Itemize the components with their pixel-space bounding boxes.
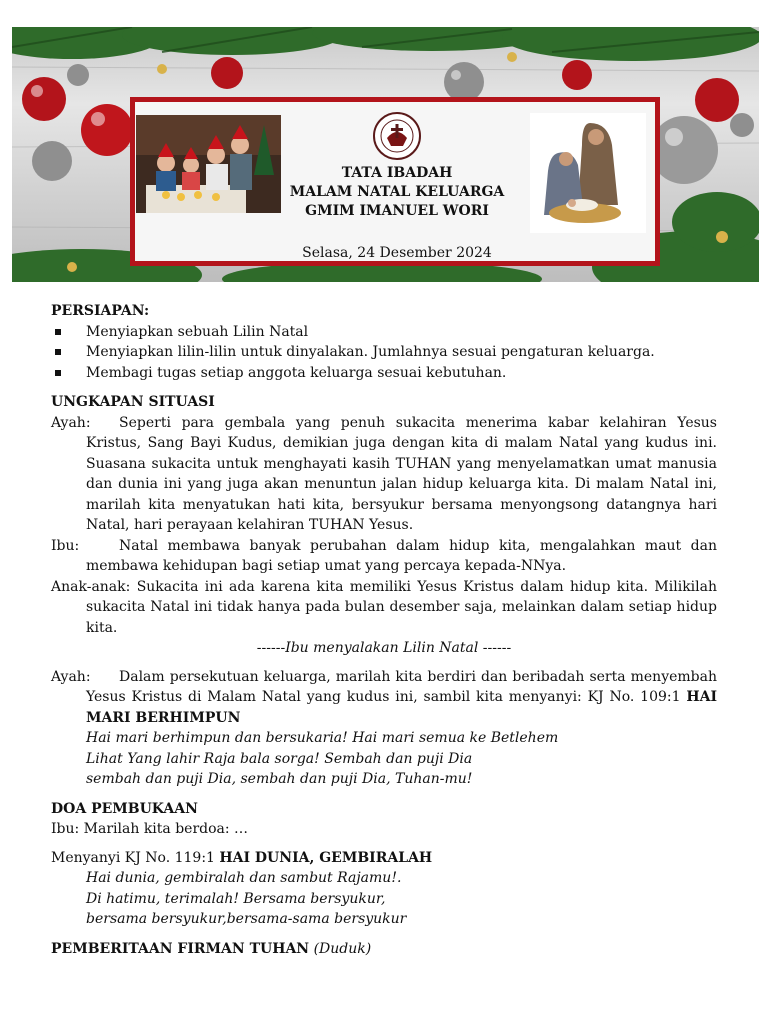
ayah-text: Seperti para gembala yang penuh sukacita menerima kabar kelahiran Yesus Kristus, Sang Bayi Kudus, demikian juga dengan kita di malam Natal yang kudus ini. Suasana sukacita untuk menghayati kasih TUHAN yang menyelamatkan umat manusia dan dunia ini yang juga akan menuntun jalan hidup keluarga kita. Di malam Natal ini, marilah kita menyatukan hati kita, bersyukur bersama menyongsong datangnya hari Natal, hari perayaan kelahiran TUHAN Yesus. <box>86 414 717 533</box>
ibu-text: Natal membawa banyak perubahan dalam hidup kita, mengalahkan maut dan membawa kehidupan bagi setiap umat yang percaya kepada-NNya. <box>86 537 717 574</box>
instruction-line <box>51 638 717 659</box>
speaker-label: Ibu: <box>51 537 80 554</box>
pemberitaan-line <box>51 939 717 960</box>
ibu-paragraph <box>51 536 717 577</box>
anak-text: Sukacita ini ada karena kita memiliki Yesus Kristus dalam hidup kita. Milikilah sukacita Natal ini tidak hanya pada bulan desember saja, melainkan dalam setiap hidup kita. <box>86 578 718 636</box>
persiapan-list <box>51 322 717 384</box>
instruction-dashes: ------ <box>256 640 286 656</box>
list-item: Menyiapkan lilin-lilin untuk dinyalakan. Jumlahnya sesuai pengaturan keluarga. <box>51 342 717 363</box>
instruction-dashes-end: ------ <box>478 640 512 656</box>
list-item: Membagi tugas setiap anggota keluarga sesuai kebutuhan. <box>51 363 717 384</box>
instruction-text: Ibu menyalakan Lilin Natal <box>285 640 479 656</box>
nativity-image <box>530 113 646 233</box>
banner-title <box>282 164 512 221</box>
ungkapan-heading: UNGKAPAN SITUASI <box>51 394 215 410</box>
title-line-1: TATA IBADAH <box>341 165 453 181</box>
title-line-2: MALAM NATAL KELUARGA <box>289 184 505 200</box>
doa-line: Ibu: Marilah kita berdoa: … <box>51 821 249 837</box>
lyric-line: bersama bersyukur,bersama-sama bersyukur <box>86 911 407 927</box>
pemberitaan-heading: PEMBERITAAN FIRMAN TUHAN <box>51 940 310 957</box>
church-seal-logo <box>373 112 421 160</box>
ayah2-text: Dalam persekutuan keluarga, marilah kita berdiri dan beribadah serta menyembah Yesus Kristus di Malam Natal yang kudus ini, sambil kita menyanyi: KJ No. 109:1 <box>86 668 717 705</box>
pemberitaan-note: (Duduk) <box>313 940 372 957</box>
family-photo <box>136 115 281 213</box>
speaker-label: Ayah: <box>51 414 91 431</box>
song-title: HAI DUNIA, GEMBIRALAH <box>219 849 433 866</box>
lyric-line: Lihat Yang lahir Raja bala sorga! Sembah dan puji Dia <box>86 750 473 767</box>
anak-paragraph <box>51 577 717 639</box>
document-body <box>51 301 717 959</box>
lyric-line: Hai dunia, gembiralah dan sambut Rajamu!. <box>86 870 402 886</box>
doa-song-line <box>51 848 717 869</box>
song-prefix: Menyanyi KJ No. 119:1 <box>51 849 220 866</box>
list-item: Menyiapkan sebuah Lilin Natal <box>51 322 717 343</box>
header-banner <box>12 27 759 282</box>
banner-date: Selasa, 24 Desember 2024 <box>302 245 492 261</box>
doa-heading: DOA PEMBUKAAN <box>51 800 198 817</box>
title-line-3: GMIM IMANUEL WORI <box>305 203 489 219</box>
lyric-line: Di hatimu, terimalah! Bersama bersyukur, <box>86 890 386 907</box>
song-title: HAI MARI BERHIMPUN <box>86 689 717 726</box>
ayah2-paragraph <box>51 667 717 729</box>
speaker-label: Ayah: <box>51 668 91 685</box>
lyric-line: Hai mari berhimpun dan bersukaria! Hai mari semua ke Betlehem <box>86 730 559 746</box>
speaker-label: Anak-anak: <box>51 578 131 595</box>
lyric-line: sembah dan puji Dia, sembah dan puji Dia, Tuhan-mu! <box>86 771 473 787</box>
ayah-paragraph <box>51 413 717 536</box>
persiapan-heading: PERSIAPAN: <box>51 303 150 319</box>
